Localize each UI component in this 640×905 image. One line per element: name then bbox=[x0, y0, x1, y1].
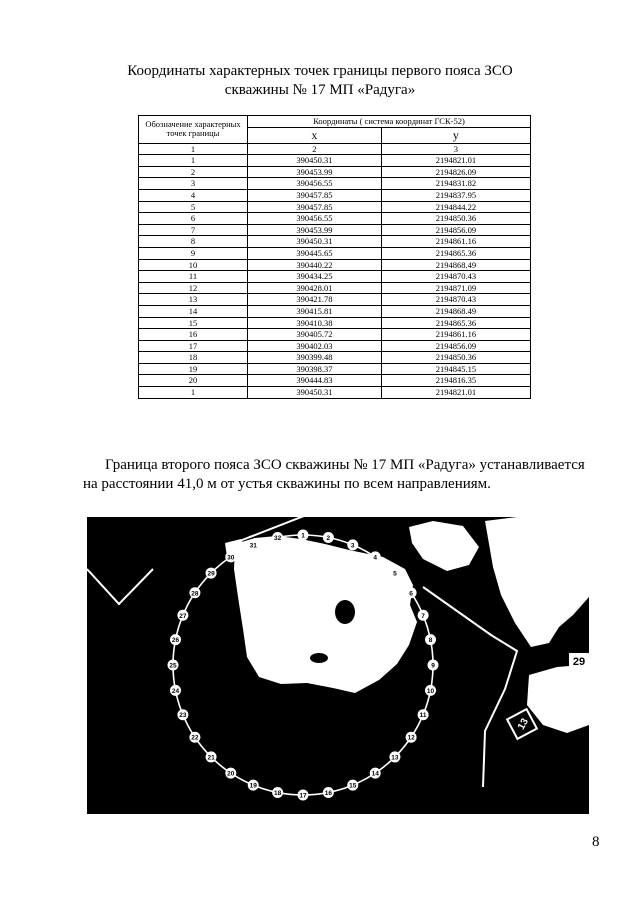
x-coordinate-cell: 390410.38 bbox=[248, 317, 382, 329]
header-y: y bbox=[381, 127, 530, 143]
y-coordinate-cell: 2194870.43 bbox=[381, 271, 530, 283]
circle-point-label: 23 bbox=[179, 712, 187, 720]
zone-map bbox=[87, 517, 589, 814]
circle-point-label: 16 bbox=[324, 790, 332, 798]
x-coordinate-cell: 390421.78 bbox=[248, 294, 382, 306]
table-row bbox=[139, 247, 531, 259]
x-coordinate-cell: 390456.55 bbox=[248, 213, 382, 225]
y-coordinate-cell: 2194856.09 bbox=[381, 224, 530, 236]
coordinates-table-body bbox=[139, 155, 531, 398]
y-coordinate-cell: 2194856.09 bbox=[381, 340, 530, 352]
point-number-cell: 10 bbox=[139, 259, 248, 271]
circle-point-label: 24 bbox=[171, 687, 180, 695]
zone-description bbox=[83, 456, 605, 494]
circle-point-label: 30 bbox=[227, 554, 235, 562]
table-row bbox=[139, 387, 531, 399]
point-number-cell: 1 bbox=[139, 387, 248, 399]
y-coordinate-cell: 2194816.35 bbox=[381, 375, 530, 387]
coordinates-table bbox=[138, 115, 531, 399]
circle-point-label: 28 bbox=[191, 590, 199, 598]
x-coordinate-cell: 390402.03 bbox=[248, 340, 382, 352]
x-coordinate-cell: 390399.48 bbox=[248, 352, 382, 364]
y-coordinate-cell: 2194831.82 bbox=[381, 178, 530, 190]
point-number-cell: 14 bbox=[139, 305, 248, 317]
point-number-cell: 9 bbox=[139, 247, 248, 259]
y-coordinate-cell: 2194865.36 bbox=[381, 317, 530, 329]
table-row bbox=[139, 224, 531, 236]
page-title bbox=[0, 62, 640, 100]
point-number-cell: 7 bbox=[139, 224, 248, 236]
circle-point-label: 27 bbox=[179, 612, 187, 620]
x-coordinate-cell: 390457.85 bbox=[248, 189, 382, 201]
point-number-cell: 1 bbox=[139, 155, 248, 167]
table-row bbox=[139, 259, 531, 271]
circle-point-label: 2 bbox=[326, 534, 331, 542]
x-coordinate-cell: 390440.22 bbox=[248, 259, 382, 271]
table-row bbox=[139, 236, 531, 248]
y-coordinate-cell: 2194845.15 bbox=[381, 363, 530, 375]
point-number-cell: 15 bbox=[139, 317, 248, 329]
white-area-east bbox=[485, 517, 589, 647]
column-number-3: 3 bbox=[381, 143, 530, 155]
point-number-cell: 4 bbox=[139, 189, 248, 201]
table-row bbox=[139, 375, 531, 387]
table-row bbox=[139, 305, 531, 317]
table-row bbox=[139, 340, 531, 352]
parcel-label-13: 13 bbox=[515, 716, 531, 732]
circle-point-label: 13 bbox=[391, 754, 399, 762]
point-number-cell: 12 bbox=[139, 282, 248, 294]
black-hole bbox=[310, 653, 328, 663]
circle-point-label: 4 bbox=[373, 554, 378, 562]
paragraph-line-2: на расстоянии 41,0 м от устья скважины по всем направлениям. bbox=[83, 476, 491, 492]
circle-point-label: 22 bbox=[191, 734, 199, 742]
x-coordinate-cell: 390415.81 bbox=[248, 305, 382, 317]
x-coordinate-cell: 390450.31 bbox=[248, 236, 382, 248]
circle-point-label: 3 bbox=[350, 542, 355, 550]
point-number-cell: 19 bbox=[139, 363, 248, 375]
paragraph-line-1: Граница второго пояса ЗСО скважины № 17 МП «Радуга» устанавливается bbox=[105, 457, 585, 473]
y-coordinate-cell: 2194871.09 bbox=[381, 282, 530, 294]
table-row bbox=[139, 329, 531, 341]
x-coordinate-cell: 390453.99 bbox=[248, 166, 382, 178]
circle-point-label: 10 bbox=[426, 687, 435, 695]
x-coordinate-cell: 390428.01 bbox=[248, 282, 382, 294]
circle-point-label: 5 bbox=[393, 570, 397, 578]
point-number-cell: 20 bbox=[139, 375, 248, 387]
point-number-cell: 2 bbox=[139, 166, 248, 178]
y-coordinate-cell: 2194861.16 bbox=[381, 329, 530, 341]
table-row bbox=[139, 282, 531, 294]
table-row bbox=[139, 178, 531, 190]
black-hole bbox=[335, 600, 355, 624]
point-number-cell: 16 bbox=[139, 329, 248, 341]
circle-point-label: 21 bbox=[207, 754, 215, 762]
point-number-cell: 18 bbox=[139, 352, 248, 364]
point-number-cell: 13 bbox=[139, 294, 248, 306]
point-number-cell: 17 bbox=[139, 340, 248, 352]
y-coordinate-cell: 2194850.36 bbox=[381, 213, 530, 225]
title-line-1: Координаты характерных точек границы первого пояса ЗСО bbox=[127, 63, 513, 79]
circle-point-label: 25 bbox=[169, 662, 177, 670]
circle-point-label: 14 bbox=[371, 770, 379, 778]
circle-point-label: 19 bbox=[249, 782, 257, 790]
point-number-cell: 6 bbox=[139, 213, 248, 225]
header-point-designation: Обозначение характерных точек границы bbox=[139, 116, 248, 144]
table-row bbox=[139, 213, 531, 225]
table-row bbox=[139, 317, 531, 329]
boundary-line-west bbox=[87, 569, 153, 604]
boundary-line-east bbox=[423, 587, 517, 787]
point-number-cell: 5 bbox=[139, 201, 248, 213]
y-coordinate-cell: 2194861.16 bbox=[381, 236, 530, 248]
x-coordinate-cell: 390450.31 bbox=[248, 155, 382, 167]
table-row bbox=[139, 189, 531, 201]
point-number-cell: 3 bbox=[139, 178, 248, 190]
y-coordinate-cell: 2194870.43 bbox=[381, 294, 530, 306]
circle-point-label: 11 bbox=[419, 712, 427, 720]
column-number-2: 2 bbox=[248, 143, 382, 155]
y-coordinate-cell: 2194868.49 bbox=[381, 305, 530, 317]
circle-point-label: 31 bbox=[249, 542, 257, 550]
circle-point-label: 17 bbox=[299, 792, 307, 800]
circle-point-label: 26 bbox=[171, 637, 180, 645]
x-coordinate-cell: 390456.55 bbox=[248, 178, 382, 190]
y-coordinate-cell: 2194844.22 bbox=[381, 201, 530, 213]
header-x: x bbox=[248, 127, 382, 143]
y-coordinate-cell: 2194868.49 bbox=[381, 259, 530, 271]
table-row bbox=[139, 294, 531, 306]
table-row bbox=[139, 352, 531, 364]
circle-point-label: 7 bbox=[421, 612, 425, 620]
x-coordinate-cell: 390445.65 bbox=[248, 247, 382, 259]
page-number: 8 bbox=[592, 834, 600, 850]
parcel-label-29: 29 bbox=[572, 656, 586, 668]
circle-point-label: 18 bbox=[274, 790, 282, 798]
y-coordinate-cell: 2194850.36 bbox=[381, 352, 530, 364]
x-coordinate-cell: 390434.25 bbox=[248, 271, 382, 283]
point-number-cell: 11 bbox=[139, 271, 248, 283]
circle-point-label: 6 bbox=[409, 590, 413, 598]
circle-point-label: 8 bbox=[428, 637, 433, 645]
circle-point-label: 20 bbox=[227, 770, 235, 778]
header-coordinates: Координаты ( система координат ГСК-52) bbox=[248, 116, 531, 128]
table-row bbox=[139, 363, 531, 375]
circle-point-label: 9 bbox=[431, 662, 435, 670]
circle-point-label: 12 bbox=[407, 734, 415, 742]
white-area-north bbox=[409, 521, 479, 571]
table-row bbox=[139, 166, 531, 178]
title-line-2: скважины № 17 МП «Радуга» bbox=[224, 82, 416, 98]
table-row bbox=[139, 155, 531, 167]
x-coordinate-cell: 390405.72 bbox=[248, 329, 382, 341]
x-coordinate-cell: 390457.85 bbox=[248, 201, 382, 213]
point-number-cell: 8 bbox=[139, 236, 248, 248]
x-coordinate-cell: 390450.31 bbox=[248, 387, 382, 399]
circle-point-label: 29 bbox=[207, 570, 215, 578]
y-coordinate-cell: 2194826.09 bbox=[381, 166, 530, 178]
x-coordinate-cell: 390398.37 bbox=[248, 363, 382, 375]
table-row bbox=[139, 271, 531, 283]
map-drawing bbox=[87, 517, 589, 814]
table-row bbox=[139, 201, 531, 213]
y-coordinate-cell: 2194821.01 bbox=[381, 387, 530, 399]
x-coordinate-cell: 390453.99 bbox=[248, 224, 382, 236]
y-coordinate-cell: 2194821.01 bbox=[381, 155, 530, 167]
white-area-main bbox=[234, 536, 417, 693]
x-coordinate-cell: 390444.83 bbox=[248, 375, 382, 387]
y-coordinate-cell: 2194865.36 bbox=[381, 247, 530, 259]
circle-point-label: 1 bbox=[301, 532, 305, 540]
y-coordinate-cell: 2194837.95 bbox=[381, 189, 530, 201]
column-number-1: 1 bbox=[139, 143, 248, 155]
white-area-southeast bbox=[527, 665, 589, 733]
circle-point-label: 15 bbox=[349, 782, 357, 790]
circle-point-label: 32 bbox=[274, 534, 282, 542]
